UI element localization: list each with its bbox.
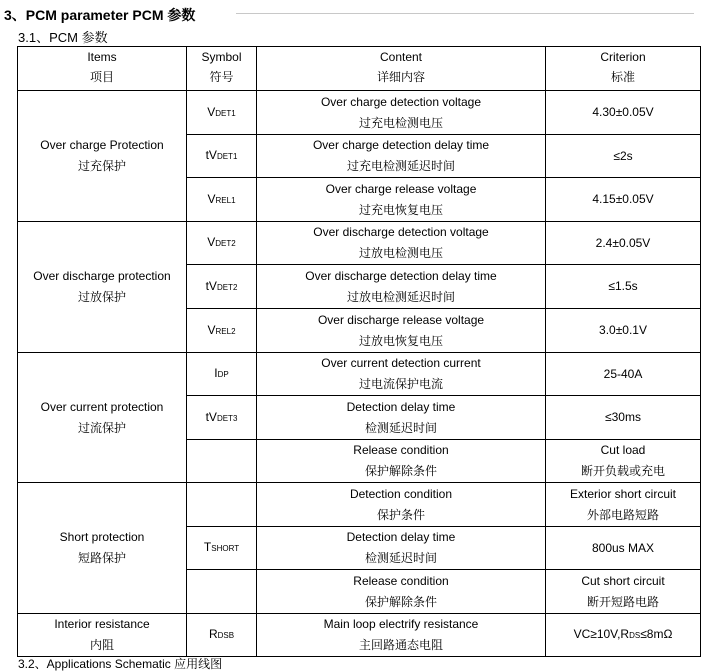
symbol-cell: tVDET1 <box>187 135 257 178</box>
symbol-cell: IDP <box>187 353 257 396</box>
criterion-cell: 4.30±0.05V <box>546 91 701 135</box>
symbol-cell: tVDET2 <box>187 265 257 309</box>
criterion-cell: 2.4±0.05V <box>546 222 701 265</box>
symbol-cell: VDET2 <box>187 222 257 265</box>
pcm-parameter-table <box>17 46 701 657</box>
symbol-cell <box>187 570 257 614</box>
group-short-protection: Short protection 短路保护 <box>18 483 187 614</box>
content-cell: Over charge detection delay time 过充电检测延迟时间 <box>257 135 546 178</box>
table-row <box>18 222 701 265</box>
header-items: Items 项目 <box>18 47 187 91</box>
criterion-cell: Cut load 断开负载或充电 <box>546 440 701 483</box>
content-cell: Detection delay time 检测延迟时间 <box>257 396 546 440</box>
symbol-cell: VREL1 <box>187 178 257 222</box>
content-cell: Release condition 保护解除条件 <box>257 440 546 483</box>
content-cell: Over charge release voltage 过充电恢复电压 <box>257 178 546 222</box>
table-row <box>18 353 701 396</box>
criterion-cell: 800us MAX <box>546 527 701 570</box>
criterion-cell: 3.0±0.1V <box>546 309 701 353</box>
criterion-cell: ≤30ms <box>546 396 701 440</box>
content-cell: Over discharge detection delay time 过放电检测延迟时间 <box>257 265 546 309</box>
criterion-cell: 25-40A <box>546 353 701 396</box>
header-content: Content 详细内容 <box>257 47 546 91</box>
symbol-cell: VDET1 <box>187 91 257 135</box>
group-over-discharge: Over discharge protection 过放保护 <box>18 222 187 353</box>
content-cell: Detection delay time 检测延迟时间 <box>257 527 546 570</box>
symbol-cell: VREL2 <box>187 309 257 353</box>
heading-divider <box>236 13 694 14</box>
content-cell: Release condition 保护解除条件 <box>257 570 546 614</box>
header-symbol: Symbol 符号 <box>187 47 257 91</box>
table-header-row <box>18 47 701 91</box>
symbol-cell: TSHORT <box>187 527 257 570</box>
subsection-heading: 3.1、PCM 参数 <box>18 30 108 45</box>
content-cell: Over discharge release voltage 过放电恢复电压 <box>257 309 546 353</box>
criterion-cell: ≤1.5s <box>546 265 701 309</box>
table-row <box>18 483 701 527</box>
content-cell: Over current detection current 过电流保护电流 <box>257 353 546 396</box>
criterion-cell: VC≥10V,RDS≤8mΩ <box>546 614 701 657</box>
section-heading: 3、PCM parameter PCM 参数 <box>4 7 196 23</box>
content-cell: Detection condition 保护条件 <box>257 483 546 527</box>
content-cell: Over discharge detection voltage 过放电检测电压 <box>257 222 546 265</box>
header-criterion: Criterion 标准 <box>546 47 701 91</box>
content-cell: Over charge detection voltage 过充电检测电压 <box>257 91 546 135</box>
symbol-cell <box>187 483 257 527</box>
group-interior-resistance: Interior resistance 内阻 <box>18 614 187 657</box>
table-row <box>18 614 701 657</box>
table-row <box>18 91 701 135</box>
criterion-cell: ≤2s <box>546 135 701 178</box>
criterion-cell: Exterior short circuit 外部电路短路 <box>546 483 701 527</box>
criterion-cell: Cut short circuit 断开短路电路 <box>546 570 701 614</box>
symbol-cell: RDSB <box>187 614 257 657</box>
symbol-cell: tVDET3 <box>187 396 257 440</box>
criterion-cell: 4.15±0.05V <box>546 178 701 222</box>
content-cell: Main loop electrify resistance 主回路通态电阻 <box>257 614 546 657</box>
group-over-charge: Over charge Protection 过充保护 <box>18 91 187 222</box>
next-section-heading: 3.2、Applications Schematic 应用线图 <box>18 657 223 671</box>
symbol-cell <box>187 440 257 483</box>
group-over-current: Over current protection 过流保护 <box>18 353 187 483</box>
